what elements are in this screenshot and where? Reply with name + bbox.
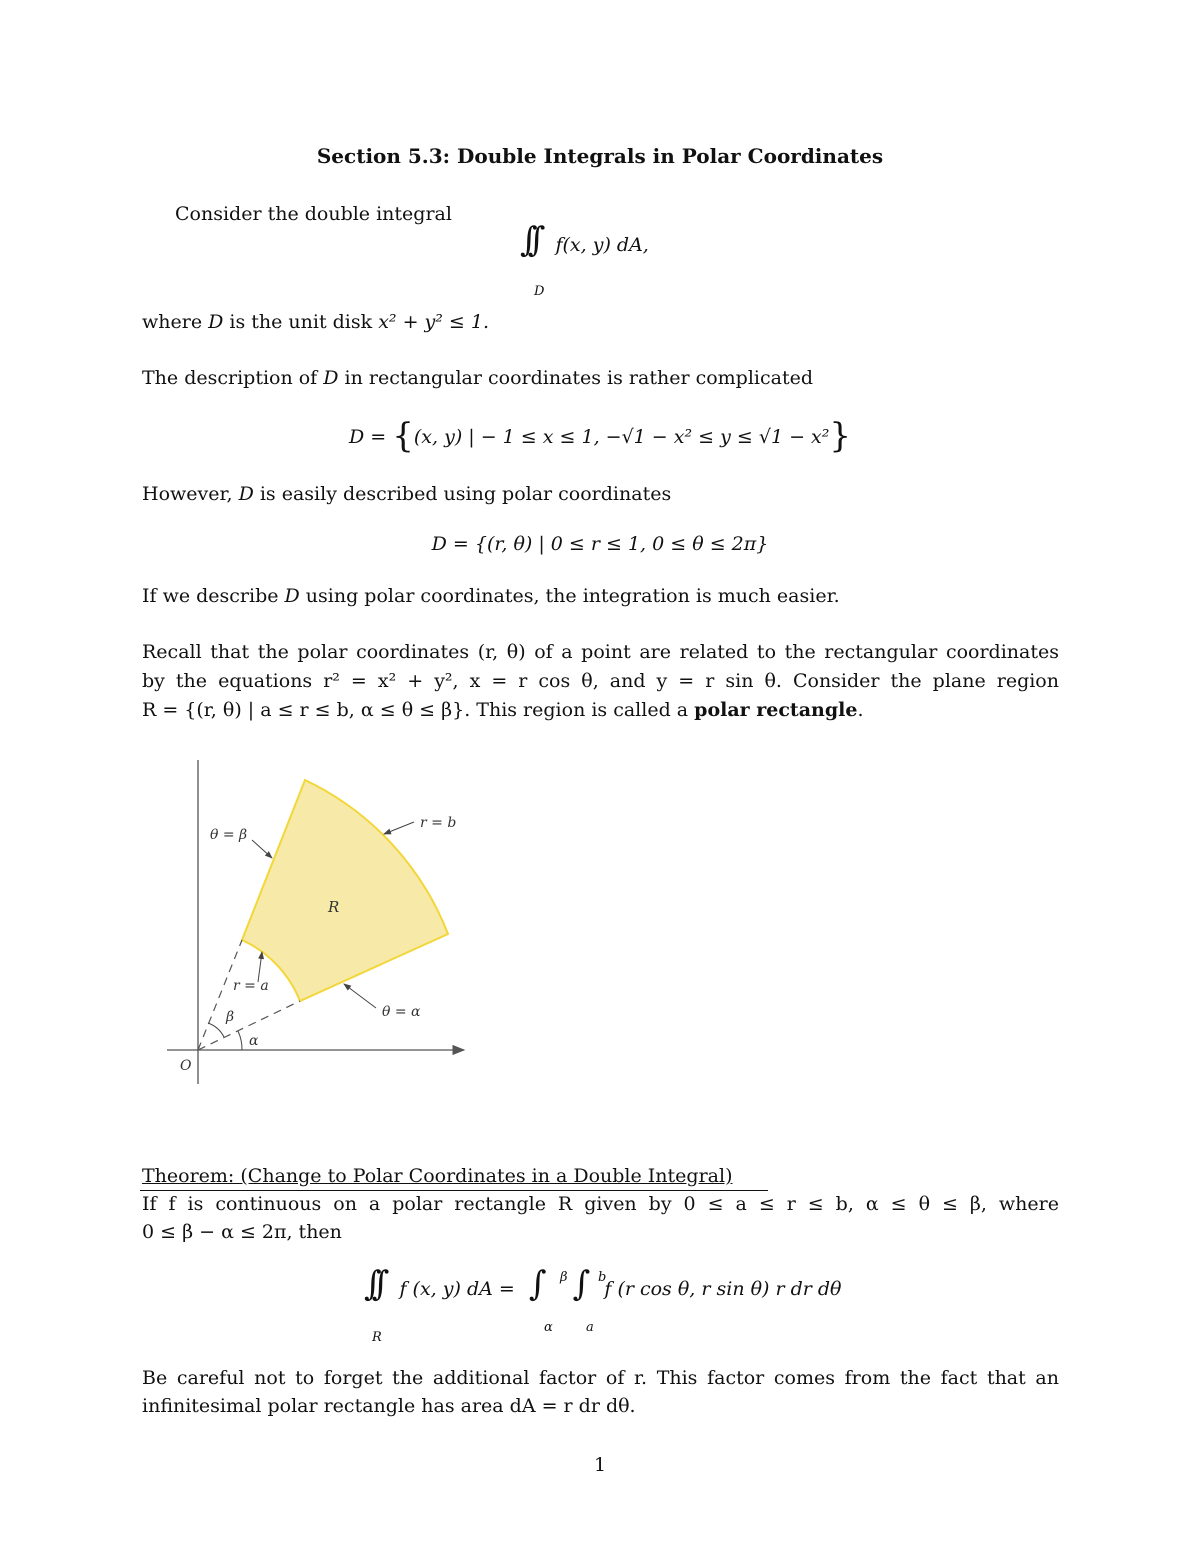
- rect-desc-line: The description of D in rectangular coordinates is rather complicated: [142, 367, 813, 389]
- inner-lower-limit: a: [586, 1320, 594, 1335]
- label-R: R: [328, 898, 340, 916]
- recall-line-2: by the equations r² = x² + y², x = r cos θ, and y = r sin θ. Consider the plane region: [142, 670, 1059, 692]
- theorem-line-2: 0 ≤ β − α ≤ 2π, then: [142, 1221, 342, 1243]
- recall-line-1: Recall that the polar coordinates (r, θ) of a point are related to the rectangular coordinates: [142, 641, 1059, 663]
- label-origin: O: [180, 1058, 192, 1074]
- angle-beta-arc: [208, 1023, 224, 1037]
- angle-alpha-arc: [238, 1031, 242, 1050]
- outer-lower-limit: α: [544, 1320, 553, 1335]
- theorem-rhs: f (r cos θ, r sin θ) r dr dθ: [604, 1278, 842, 1300]
- closing-line-1: Be careful not to forget the additional factor of r. This factor comes from the fact that an: [142, 1367, 1059, 1389]
- theorem-lhs-region: R: [372, 1330, 382, 1345]
- label-alpha: α: [249, 1033, 259, 1049]
- rect-desc-equation: D = {(x, y) | − 1 ≤ x ≤ 1, −√1 − x² ≤ y ≤ √1 − x²}: [349, 416, 851, 456]
- label-beta: β: [226, 1009, 235, 1025]
- ray-theta-beta-dashed: [198, 940, 242, 1050]
- theorem-double-integral-sign: ∫∫: [364, 1264, 380, 1304]
- theorem-lhs: f (x, y) dA =: [399, 1278, 515, 1300]
- closing-line-2: infinitesimal polar rectangle has area dA = r dr dθ.: [142, 1395, 636, 1417]
- outer-upper-limit: β: [560, 1270, 568, 1285]
- inner-integral-sign: ∫: [572, 1264, 591, 1304]
- region-R: [242, 780, 448, 1001]
- label-theta-alpha: θ = α: [382, 1004, 421, 1020]
- polar-desc-after: If we describe D using polar coordinates, the integration is much easier.: [142, 585, 840, 607]
- polar-desc-equation: D = {(r, θ) | 0 ≤ r ≤ 1, 0 ≤ θ ≤ 2π}: [431, 533, 769, 555]
- intro-integral-region: D: [534, 284, 545, 299]
- double-integral-sign: ∫∫: [520, 220, 536, 260]
- page-title: Section 5.3: Double Integrals in Polar Coordinates: [316, 144, 884, 168]
- polar-desc-line: However, D is easily described using polar coordinates: [142, 483, 672, 505]
- intro-consider: Consider the double integral: [175, 203, 452, 225]
- label-theta-beta: θ = β: [210, 827, 248, 843]
- pointer-r-b: [384, 822, 414, 834]
- outer-integral-sign: ∫: [528, 1264, 547, 1304]
- theorem-heading: Theorem: (Change to Polar Coordinates in a Double Integral): [142, 1165, 733, 1187]
- label-r-a: r = a: [233, 978, 269, 994]
- intro-where: where D is the unit disk x² + y² ≤ 1.: [142, 311, 490, 333]
- inner-upper-limit: b: [598, 1270, 607, 1285]
- theorem-line-1: If f is continuous on a polar rectangle R given by 0 ≤ a ≤ r ≤ b, α ≤ θ ≤ β, where: [142, 1193, 1059, 1215]
- recall-line-3: R = {(r, θ) | a ≤ r ≤ b, α ≤ θ ≤ β}. This region is called a polar rectangle.: [142, 699, 864, 721]
- theorem-formula: [364, 1264, 884, 1345]
- pointer-theta-beta: [252, 840, 272, 858]
- intro-integral: [520, 220, 649, 299]
- pointer-theta-alpha: [344, 984, 376, 1008]
- polar-rectangle-figure: [160, 750, 480, 1095]
- intro-integrand: f(x, y) dA,: [555, 234, 649, 256]
- label-r-b: r = b: [420, 815, 457, 831]
- page-number: 1: [593, 1454, 607, 1476]
